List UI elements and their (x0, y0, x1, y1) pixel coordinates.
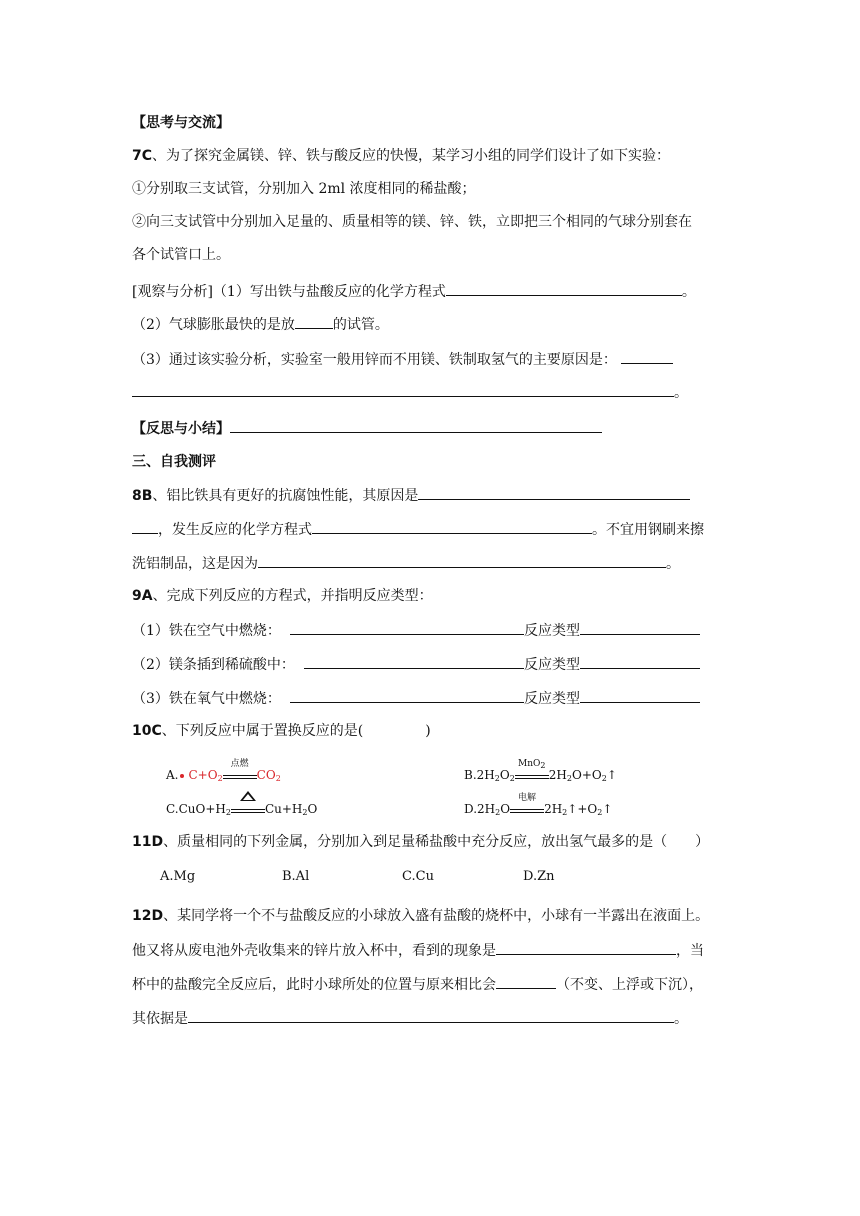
punctuation: 。 (674, 385, 688, 401)
answer-blank[interactable] (621, 349, 673, 364)
up-arrow-icon: ↑ (606, 768, 617, 782)
prompt-text: 。不宜用钢刷来擦 (592, 522, 704, 538)
option-letter: A. (166, 768, 179, 782)
equals-sign (223, 775, 257, 779)
condition-text: 电解 (518, 793, 537, 803)
reactant: 2H (477, 802, 496, 816)
section-self-assessment: 三、自我测评 (132, 454, 216, 470)
prompt-text: 他又将从废电池外壳收集来的锌片放入杯中，看到的现象是 (132, 943, 496, 959)
q9-reaction-3 (132, 688, 700, 709)
answer-blank[interactable] (132, 519, 158, 534)
prompt-text: ，当 (676, 943, 704, 959)
question-number: 11D (132, 834, 164, 850)
question-text: 、质量相同的下列金属，分别加入到足量稀盐酸中充分反应，放出氢气最多的是（ ） (163, 834, 710, 850)
answer-blank[interactable] (132, 382, 674, 397)
answer-blank[interactable] (496, 940, 676, 955)
product: O+O (571, 768, 602, 782)
question-10 (132, 721, 431, 741)
q12-line-3 (132, 974, 703, 995)
q11-option-d[interactable]: D.Zn (523, 869, 555, 884)
prompt-text: 的试管。 (332, 317, 389, 333)
subscript: 2 (217, 774, 223, 783)
type-blank[interactable] (580, 654, 700, 669)
equals-sign (515, 775, 549, 779)
up-arrow-icon: ↑ (602, 802, 613, 816)
prompt-text: （3）铁在氧气中燃烧： (132, 691, 281, 707)
option-letter: D. (464, 802, 478, 816)
prompt-text: 杯中的盐酸完全反应后，此时小球所处的位置与原来相比会 (132, 977, 496, 993)
subscript: 2 (275, 774, 281, 783)
prompt-text: （2）气球膨胀最快的是放 (132, 317, 295, 333)
prompt-text: 其依据是 (132, 1011, 188, 1027)
product: 2H (544, 802, 563, 816)
option-letter: B. (464, 768, 477, 782)
prompt-text: 洗铝制品，这是因为 (132, 556, 258, 572)
product: O (307, 802, 318, 816)
condition-text: 点燃 (230, 759, 249, 769)
equals-sign (231, 809, 265, 813)
punctuation: 。 (681, 284, 696, 300)
subscript: 2 (566, 774, 572, 783)
section-think-exchange: 【思考与交流】 (132, 115, 230, 131)
q7-analysis-3-cont (132, 382, 688, 403)
question-text: 、下列反应中属于置换反应的是( (161, 723, 364, 739)
answer-blank[interactable] (446, 281, 682, 296)
q7-analysis-2 (132, 314, 389, 335)
question-text: 、为了探究金属镁、锌、铁与酸反应的快慢，某学习小组的同学们设计了如下实验： (152, 148, 671, 164)
condition-text (515, 760, 549, 770)
question-text: 、完成下列反应的方程式，并指明反应类型： (152, 588, 433, 604)
subscript: 2 (597, 808, 603, 817)
prompt-text: （3）通过该实验分析，实验室一般用锌而不用镁、铁制取氢气的主要原因是： (132, 352, 617, 368)
subscript: 2 (540, 761, 546, 770)
punctuation: 。 (666, 556, 680, 572)
element: O (499, 768, 510, 782)
prompt-text: ，发生反应的化学方程式 (158, 522, 312, 538)
subscript: 2 (509, 774, 515, 783)
prompt-text: [观察与分析]（1）写出铁与盐酸反应的化学方程式 (132, 284, 446, 300)
question-number: 12D (132, 908, 164, 924)
q7-analysis-1 (132, 281, 696, 302)
product: Cu+H (264, 802, 303, 816)
heat-triangle-icon (240, 791, 256, 801)
condition-equals (231, 803, 265, 813)
q7-step-2b: 各个试管口上。 (132, 247, 230, 263)
equation-blank[interactable] (290, 688, 524, 703)
question-number: 8B (132, 488, 153, 504)
prompt-text: （不变、上浮或下沉）， (556, 977, 703, 993)
element: O (500, 802, 511, 816)
q10-option-d[interactable] (464, 793, 613, 822)
subscript: 2 (495, 808, 501, 817)
prompt-text: （1）铁在空气中燃烧： (132, 623, 281, 639)
reactant: CuO+H (178, 802, 226, 816)
answer-blank[interactable] (188, 1008, 674, 1023)
punctuation: ) (425, 723, 431, 739)
punctuation: 。 (674, 1011, 688, 1027)
type-label: 反应类型 (524, 623, 580, 639)
q9-reaction-1 (132, 620, 700, 641)
type-blank[interactable] (580, 620, 700, 635)
subscript: 2 (302, 808, 308, 817)
q7-step-2a: ②向三支试管中分别加入足量的、质量相等的镁、锌、铁，立即把三个相同的气球分别套在 (132, 214, 692, 230)
q11-option-c[interactable]: C.Cu (402, 869, 434, 884)
marker-dot-icon (180, 774, 184, 778)
condition-equals (223, 759, 257, 779)
answer-blank[interactable] (295, 314, 333, 329)
answer-blank[interactable] (496, 974, 556, 989)
section-reflection (132, 418, 602, 439)
q12-line-4 (132, 1008, 688, 1029)
catalyst: MnO (518, 759, 541, 769)
condition-equals (510, 793, 544, 813)
product: ↑+O (567, 802, 598, 816)
question-11 (132, 832, 709, 852)
q9-reaction-2 (132, 654, 700, 675)
option-letter: C. (166, 802, 179, 816)
answer-blank[interactable] (230, 418, 602, 433)
q7-analysis-3 (132, 349, 673, 370)
question-text: 、某同学将一个不与盐酸反应的小球放入盛有盐酸的烧杯中，小球有一半露出在液面上。 (163, 908, 710, 924)
q10-option-b[interactable] (464, 759, 617, 788)
q11-option-b[interactable]: B.Al (282, 869, 310, 884)
answer-blank[interactable] (258, 553, 666, 568)
subscript: 2 (225, 808, 231, 817)
type-label: 反应类型 (524, 691, 580, 707)
question-8 (132, 485, 690, 506)
question-number: 7C (132, 148, 153, 164)
question-12 (132, 906, 709, 926)
equation-blank[interactable] (304, 654, 524, 669)
reactant: 2H (476, 768, 495, 782)
product: CO (256, 768, 276, 782)
question-7 (132, 146, 670, 166)
type-blank[interactable] (580, 688, 700, 703)
q10-option-c[interactable] (166, 800, 317, 822)
answer-blank[interactable] (418, 485, 690, 500)
prompt-text: （2）镁条插到稀硫酸中： (132, 657, 295, 673)
subscript: 2 (562, 808, 568, 817)
q12-line-2 (132, 940, 704, 961)
answer-blank[interactable] (312, 519, 592, 534)
subscript: 2 (494, 774, 500, 783)
equation-blank[interactable] (290, 620, 524, 635)
product: 2H (548, 768, 567, 782)
q8-line-2 (132, 519, 704, 540)
reactant: C+O (188, 768, 218, 782)
q8-line-3 (132, 553, 680, 574)
q10-option-a[interactable] (166, 759, 281, 788)
condition-equals (515, 759, 549, 779)
question-number: 9A (132, 588, 153, 604)
equals-sign (510, 809, 544, 813)
type-label: 反应类型 (524, 657, 580, 673)
question-9 (132, 586, 433, 606)
q7-step-1: ①分别取三支试管，分别加入 2ml 浓度相同的稀盐酸； (132, 181, 476, 197)
condition-heat (231, 791, 265, 804)
question-number: 10C (132, 723, 162, 739)
q11-option-a[interactable]: A.Mg (160, 869, 196, 884)
section-heading: 【反思与小结】 (132, 421, 230, 437)
question-text: 、铝比铁具有更好的抗腐蚀性能，其原因是 (152, 488, 419, 504)
subscript: 2 (601, 774, 607, 783)
